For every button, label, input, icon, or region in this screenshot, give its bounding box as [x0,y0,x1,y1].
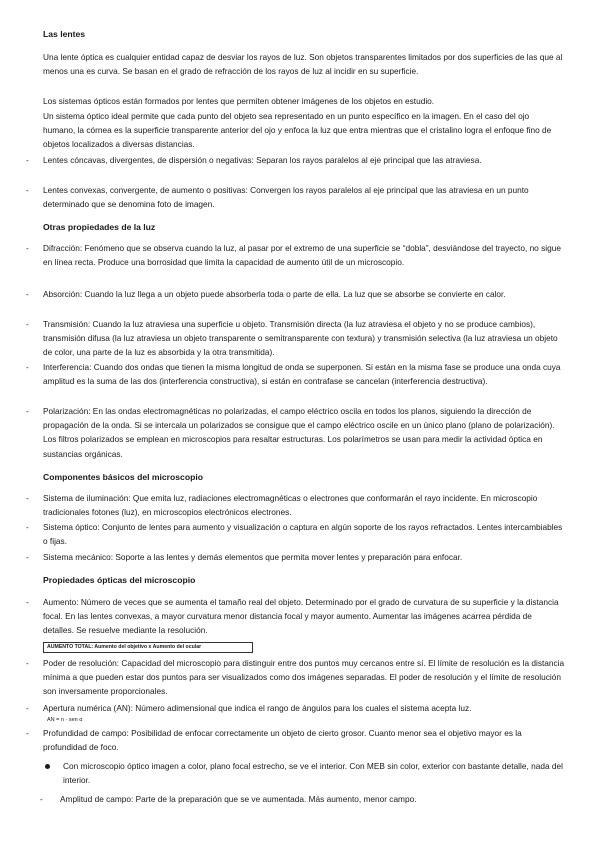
heading-propiedades-opticas: Propiedades ópticas del microscopio [43,575,196,585]
dash-marker: - [40,794,43,804]
list-item-text: Lentes cóncavas, divergentes, de dispersión o negativas: Separan los rayos paralelos al eje principal que las atraviesa. [43,155,482,165]
list-item-text: Lentes convexas, convergente, de aumento o positivas: Convergen los rayos paralelos al eje principal que las atraviesa en un punto determinado que se denomina foto de imagen. [43,185,529,210]
list-item-text: Polarización: En las ondas electromagnéticas no polarizadas, el campo eléctrico oscila en todos los planos, siguiendo la dirección de propagación de la onda. Si se intercala un polarizados se consigue que el campo eléctrico oscile en un único plano (plano de polarización). Los filtros polarizados se emplean en microscopios para resaltar estructuras. Los polarímetros se usan para medir la actividad óptica en sustancias orgánicas. [43,406,555,459]
list-item-text: Sistema mecánico: Soporte a las lentes y demás elementos que permita mover lentes y preparación para enfocar. [43,552,463,562]
bullet-text: Con microscopio óptico imagen a color, plano focal estrecho, se ve el interior. Con MEB sin color, exterior con bastante detalle, nada del interior. [63,761,563,786]
dash-marker: - [26,552,29,562]
list-item-text: Absorción: Cuando la luz llega a un objeto puede absorberla toda o parte de ella. La luz que se absorbe se convierte en calor. [43,289,506,299]
formula-aumento-total: AUMENTO TOTAL: Aumento del objetivo x Aumento del ocular [43,642,253,653]
dash-marker: - [26,155,29,165]
dash-marker: - [26,406,29,416]
heading-las-lentes: Las lentes [43,29,86,39]
dash-marker: - [26,728,29,738]
dash-marker: - [26,703,29,713]
heading-otras-propiedades-luz: Otras propiedades de la luz [43,222,156,232]
list-item-text: Apertura numérica (AN): Número adimensional que indica el rango de ángulos para los cuales el sistema acepta luz. [43,703,472,713]
paragraph-sistemas-opticos: Los sistemas ópticos están formados por lentes que permiten obtener imágenes de los objetos en estudio. [43,96,435,106]
dash-marker: - [26,597,29,607]
dash-marker: - [26,658,29,668]
dash-marker: - [26,243,29,253]
list-item-text: Profundidad de campo: Posibilidad de enfocar correctamente un objeto de cierto grosor. Cuanto menor sea el objetivo mayor es la profundidad de foco. [43,728,522,753]
sub-item-text: Amplitud de campo: Parte de la preparación que se ve aumentada. Más aumento, menor campo. [60,794,417,804]
list-item-text: Transmisión: Cuando la luz atraviesa una superficie u objeto. Transmisión directa (la luz atraviesa el objeto y no se produce cambios), transmisión difusa (la luz atraviesa un objeto transparente o semitransparente con textura) y transmisión selectiva (la luz atraviesa un objeto de color, una parte de la luz es absorbida y la otra transmitida). [43,319,558,358]
list-item-text: Interferencia: Cuando dos ondas que tienen la misma longitud de onda se superponen. Si están en la misma fase se produce una onda cuya amplitud es la suma de las dos (interferencia constructiva), si están en contrafase se cancelan (interferencia destructiva). [43,362,561,387]
list-item-text: Sistema de iluminación: Que emita luz, radiaciones electromagnéticas o electrones que conformarán el rayo incidente. En microscopio tradicionales fotones (luz), en microscopios electrónicos electrones. [43,493,538,518]
bullet-dot-icon [45,764,50,769]
list-item-text: Difracción: Fenómeno que se observa cuando la luz, al pasar por el extremo de una superficie se “dobla”, desviándose del trayecto, no sigue en línea recta. Produce una borrosidad que limita la capacidad de aumento útil de un microscopio. [43,243,561,268]
dash-marker: - [26,289,29,299]
formula-apertura-numerica: AN = n · sen α [47,717,83,723]
dash-marker: - [26,362,29,372]
paragraph-sistema-ideal: Un sistema óptico ideal permite que cada punto del objeto sea representado en un punto específico en la imagen. En el caso del ojo humano, la córnea es la superficie transparente anterior del ojo y enfoca la luz que entra mientras que el cristalino logra el enfoque fino de objetos localizados a diversas distancias. [43,111,552,150]
paragraph-lente-optica: Una lente óptica es cualquier entidad capaz de desviar los rayos de luz. Son objetos transparentes limitados por dos superficies de las que al menos una es curva. Se basan en el grado de refracción de los rayos de luz al incidir en su superficie. [43,52,563,77]
heading-componentes-microscopio: Componentes básicos del microscopio [43,472,203,482]
list-item-text: Aumento: Número de veces que se aumenta el tamaño real del objeto. Determinado por el grado de curvatura de su superficie y la distancia focal. En las lentes convexas, a mayor curvatura menor distancia focal y mayor aumento. Aumentar las imágenes acarrea pérdida de detalles. Se resuelve mediante la resolución. [43,597,559,636]
list-item-text: Sistema óptico: Conjunto de lentes para aumento y visualización o captura en algún soporte de los rayos refractados. Lentes intercambiables o fijas. [43,522,563,547]
list-item-text: Poder de resolución: Capacidad del microscopio para distinguir entre dos puntos muy cercanos entre sí. El límite de resolución es la distancia mínima a que pueden estar dos puntos para ser visualizados como dos imágenes separadas. El poder de resolución y el límite de resolución son inversamente proporcionales. [43,658,565,697]
dash-marker: - [26,493,29,503]
dash-marker: - [26,522,29,532]
dash-marker: - [26,319,29,329]
dash-marker: - [26,185,29,195]
